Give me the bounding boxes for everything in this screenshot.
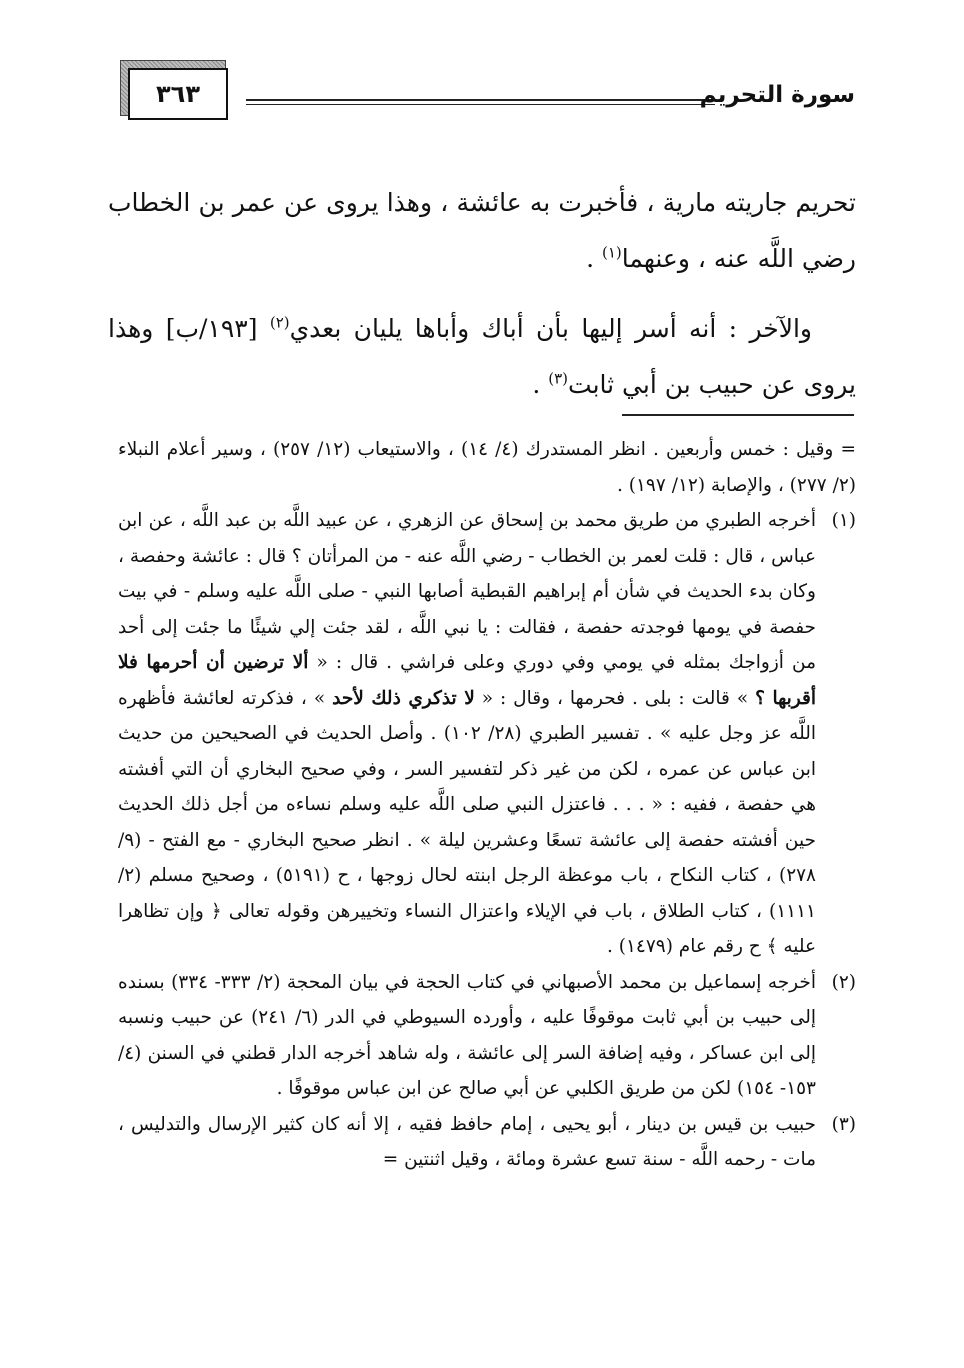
main-paragraph-1-text: تحريم جاريته مارية ، فأخبرت به عائشة ، وهذا يروى عن عمر بن الخطاب رضي اللَّه عنه ، وعنهما: [108, 188, 856, 273]
main-paragraph-2-text-a: والآخر : أنه أسر إليها بأن أباك وأباها يليان بعدي: [289, 314, 812, 343]
footnote-1-text-c: » ، فذكرته لعائشة فأظهره اللَّه عز وجل عليه » . تفسير الطبري (٢٨/ ١٠٢) . وأصل الحديث في الصحيحين من حديث ابن عباس عن عمره ، لكن من غير ذكر لتفسير السر ، وفي صحيح البخاري أن التي أفشته هي حفصة ، ففيه : « . . . فاعتزل النبي صلى اللَّه عليه وسلم نساءه من أجل ذلك الحديث حين أفشته حفصة إلى عائشة تسعًا وعشرين ليلة » . انظر صحيح البخاري - مع الفتح - (٩/ ٢٧٨) ، كتاب النكاح ، باب موعظة الرجل ابنته لحال زوجها ، ح (٥١٩١) ، وصحيح مسلم (٢/ ١١١١) ، كتاب الطلاق ، باب في الإيلاء واعتزال النساء وتخييرهن وقوله تعالى ﴿ وإن تظاهرا عليه ﴾ ح رقم عام (١٤٧٩) .: [118, 687, 816, 957]
surah-title: سورة التحريم: [699, 82, 855, 108]
footnote-3-text: حبيب بن قيس بن دينار ، أبو يحيى ، إمام حافظ فقيه ، إلا أنه كان كثير الإرسال والتدليس ، مات - رحمه اللَّه - سنة تسع عشرة ومائة ، وقيل اثنتين =: [118, 1113, 816, 1170]
main-paragraph-1: [108, 175, 856, 287]
footnote-separator: [622, 414, 854, 416]
footnote-1-text-b: » قالت : بلى . فحرمها ، وقال : «: [474, 687, 756, 709]
main-paragraph-1-end: .: [586, 244, 602, 273]
footnote-3-number: (٣): [831, 1113, 856, 1135]
footnotes: [118, 432, 856, 1178]
page-number: ٣٦٣: [128, 68, 228, 120]
footnote-1-number: (١): [831, 510, 856, 531]
main-paragraph-2: [108, 301, 856, 413]
footnote-1: [118, 503, 856, 965]
main-paragraph-2-text-b: [١٩٣/ب] وهذا يروى عن حبيب بن أبي ثابت: [108, 314, 856, 399]
footnote-ref-1[interactable]: (١): [601, 243, 622, 262]
page-header: [120, 60, 855, 130]
footnote-ref-2[interactable]: (٢): [269, 313, 290, 332]
main-text: [108, 175, 856, 427]
footnote-2-text: أخرجه إسماعيل بن محمد الأصبهاني في كتاب الحجة في بيان المحجة (٢/ ٣٣٣- ٣٣٤) بسنده إلى حبيب بن أبي ثابت موقوفًا عليه ، وأورده السيوطي في الدر (٦/ ٢٤١) عن حبيب ونسبه إلى ابن عساكر ، وفيه إضافة السر إلى عائشة ، وله شاهد أخرجه الدار قطني في السنن (٤/ ١٥٣- ١٥٤) لكن من طريق الكلبي عن أبي صالح عن ابن عباس موقوفًا .: [118, 971, 816, 1099]
footnote-1-bold-quote-1: ألا ترضين أن أحرمها فلا أقربها ؟: [118, 652, 816, 709]
header-divider: [246, 99, 715, 105]
footnote-1-bold-quote-2: لا تذكري ذلك لأحد: [332, 687, 475, 709]
footnote-continuation: = وقيل : خمس وأربعين . انظر المستدرك (٤/ ١٤) ، والاستيعاب (١٢/ ٢٥٧) ، وسير أعلام النبلاء (٢/ ٢٧٧) ، والإصابة (١٢/ ١٩٧) .: [118, 439, 856, 496]
main-paragraph-2-end: .: [532, 370, 549, 399]
page-number-box: [120, 60, 232, 122]
footnote-ref-3[interactable]: (٣): [548, 369, 569, 388]
footnote-1-text-a: أخرجه الطبري من طريق محمد بن إسحاق عن الزهري ، عن عبيد اللَّه بن عبد اللَّه ، عن ابن عباس ، قال : قلت لعمر بن الخطاب - رضي اللَّه عنه - من المرأتان ؟ قال : عائشة وحفصة ، وكان بدء الحديث في شأن أم إبراهيم القبطية أصابها النبي - صلى اللَّه عليه وسلم - في بيت حفصة في يومها فوجدته حفصة ، فقالت : يا نبي اللَّه ، لقد جئت إلي شيئًا ما جئت إلى أحد من أزواجك بمثله في يومي وفي دوري وعلى فراشي . قال : «: [118, 510, 816, 673]
footnote-2: [118, 965, 856, 1107]
footnote-2-number: (٢): [831, 971, 856, 993]
footnote-3: [118, 1107, 856, 1178]
